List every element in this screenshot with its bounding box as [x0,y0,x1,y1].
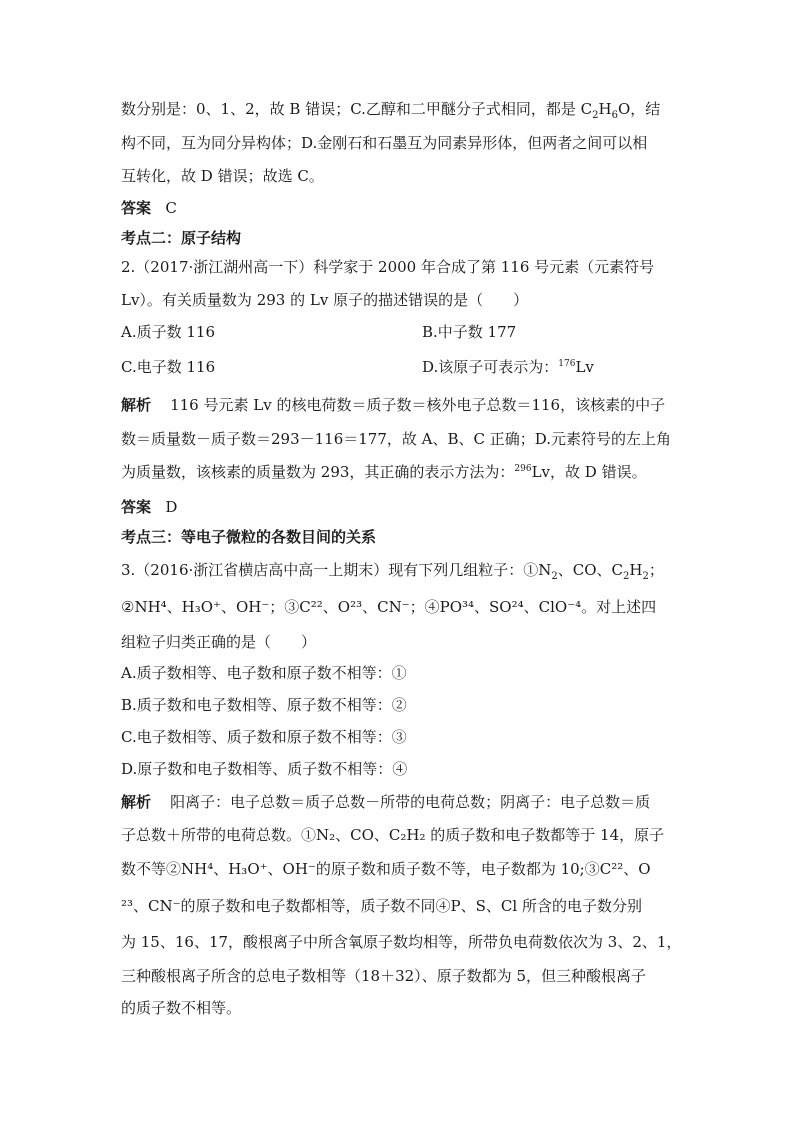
question-2-line: Lv）。有关质量数为 293 的 Lv 原子的描述错误的是（ ） [121,291,529,309]
text-line: 数分别是：0、1、2，故 B 错误；C.乙醇和二甲醚分子式相同，都是 $C_2H_6O$，结 [121,100,661,121]
text-line: 互转化，故 D 错误；故选 C。 [121,167,324,185]
explanation-3-line: ²³、CN⁻的原子数和电子数都相等，质子数不同④P、S、Cl 所含的电子数分别 [121,897,642,915]
explanation-3-line: 的质子数不相等。 [121,999,242,1017]
question-3-option-a: A.质子数相等、电子数和原子数不相等：① [121,664,407,682]
question-2-line: 2.（2017·浙江湖州高一下）科学家于 2000 年合成了第 116 号元素（元素符号 [121,258,655,276]
question-2-option-b: B.中子数 177 [422,323,517,341]
question-3-option-b: B.质子数和电子数相等、原子数不相等：② [121,696,407,714]
question-3-line: 组粒子归类正确的是（ ） [121,633,317,651]
explanation-3-line: 为 15、16、17，酸根离子中所含氧原子数均相等，所带负电荷数依次为 3、2、1， [121,933,682,951]
explanation-3-line: 解析 阳离子：电子总数＝质子总数－所带的电荷总数；阴离子：电子总数＝质 [121,793,651,811]
question-2-option-a: A.质子数 116 [121,323,215,341]
text-line: 构不同，互为同分异构体；D.金刚石和石墨互为同素异形体，但两者之间可以相 [121,134,648,152]
explanation-3-line: 子总数＋所带的电荷总数。①N₂、CO、C₂H₂ 的质子数和电子数都等于 14，原子 [121,826,665,844]
explanation-3-line: 三种酸根离子所含的总电子数相等（18＋32）、原子数都为 5，但三种酸根离子 [121,967,646,985]
question-2-option-d: D.该原子可表示为：$^{176}$Lv [422,358,594,376]
answer-2: 答案 D [121,498,178,516]
question-3-line: 3.（2016·浙江省横店高中高一上期末）现有下列几组粒子：$①N_2$、CO、$C_2H_2$； [121,561,664,582]
explanation-3-line: 数不等②NH⁴、H₃O⁺、OH⁻的原子数和质子数不等，电子数都为 10;③C²²、O [121,860,651,878]
topic-2-heading: 考点二：原子结构 [121,229,242,247]
question-2-option-c: C.电子数 116 [121,358,216,376]
question-3-option-c: C.电子数相等、质子数和原子数不相等：③ [121,728,407,746]
question-3-option-d: D.原子数和电子数相等、质子数不相等：④ [121,760,408,778]
explanation-2-line: 解析 116 号元素 Lv 的核电荷数＝质子数＝核外电子总数＝116，该核素的中子 [121,396,666,414]
explanation-2-line: 为质量数，该核素的质量数为 293，其正确的表示方法为：$^{296}$Lv，故 D 错误。 [121,463,647,481]
explanation-2-line: 数＝质量数－质子数＝293－116＝177，故 A、B、C 正确；D.元素符号的左上角 [121,430,672,448]
question-3-line: ②NH⁴、H₃O⁺、OH⁻；③C²²、O²³、CN⁻；④PO³⁴、SO²⁴、ClO⁻⁴。对上述四 [121,598,657,616]
topic-3-heading: 考点三：等电子微粒的各数目间的关系 [121,528,377,546]
answer-1: 答案 C [121,199,177,217]
